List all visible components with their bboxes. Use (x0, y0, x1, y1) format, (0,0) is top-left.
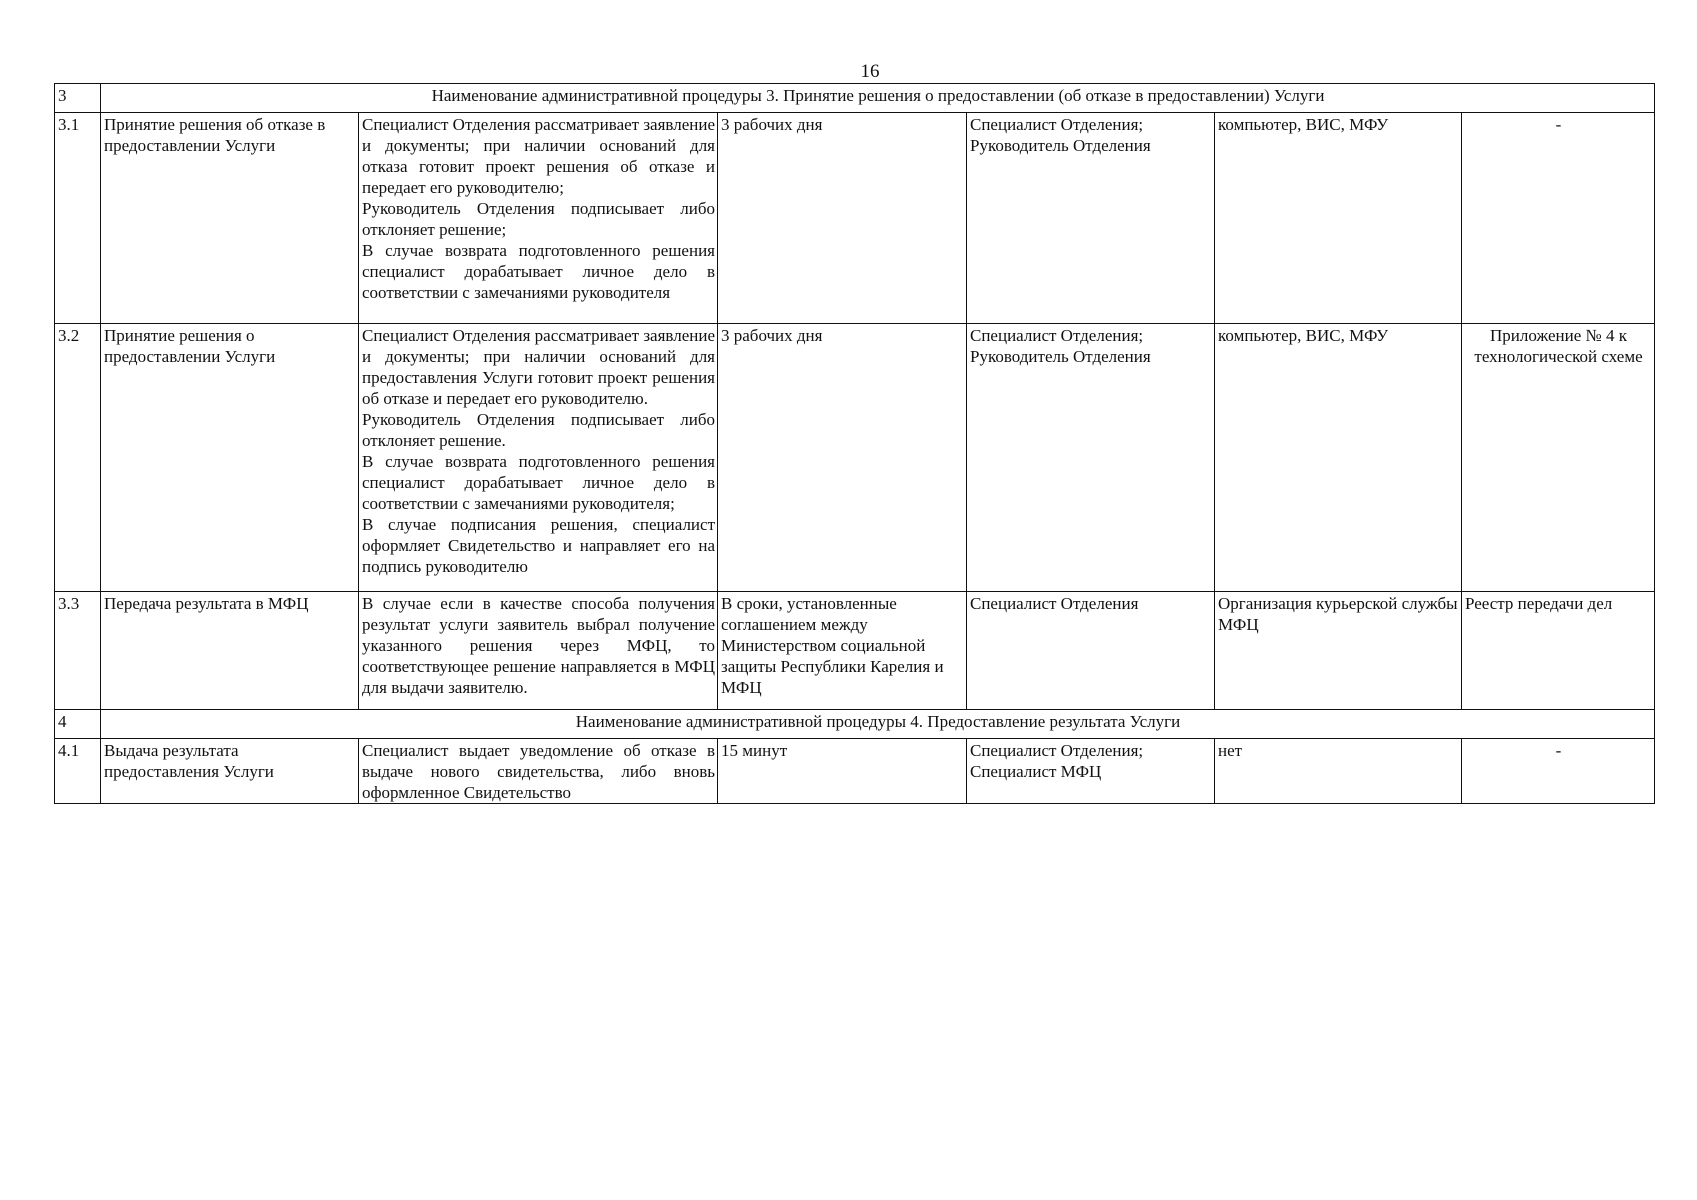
section-header-row (55, 84, 1655, 113)
row-number: 3.3 (55, 592, 101, 710)
executor: Специалист МФЦ (970, 762, 1102, 781)
procedure-resources: компьютер, ВИС, МФУ (1215, 324, 1462, 592)
procedure-content (359, 739, 718, 804)
procedure-term: 3 рабочих дня (718, 113, 967, 324)
procedures-table (54, 83, 1655, 804)
procedure-name: Выдача результата предоставления Услуги (101, 739, 359, 804)
section-number: 4 (55, 710, 101, 739)
content-paragraph: В случае возврата подготовленного решения специалист дорабатывает личное дело в соответствии с замечаниями руководителя (362, 241, 715, 302)
section-title: Наименование административной процедуры 4. Предоставление результата Услуги (101, 710, 1655, 739)
procedure-term: В сроки, установленные соглашением между Министерством социальной защиты Республики Карелия и МФЦ (718, 592, 967, 710)
content-paragraph: Специалист Отделения рассматривает заявление и документы; при наличии оснований для предоставления Услуги готовит проект решения об отказе и передает его руководителю. (362, 326, 715, 408)
procedure-name: Принятие решения об отказе в предоставлении Услуги (101, 113, 359, 324)
row-number: 3.1 (55, 113, 101, 324)
content-paragraph: Руководитель Отделения подписывает либо отклоняет решение; (362, 199, 715, 239)
procedure-content (359, 592, 718, 710)
procedure-content (359, 324, 718, 592)
procedure-content (359, 113, 718, 324)
executor: Специалист Отделения (970, 594, 1139, 613)
procedure-resources: нет (1215, 739, 1462, 804)
procedure-executors (967, 113, 1215, 324)
section-header-row (55, 710, 1655, 739)
table-row (55, 739, 1655, 804)
executor: Специалист Отделения; (970, 741, 1144, 760)
procedure-term: 15 минут (718, 739, 967, 804)
procedure-term: 3 рабочих дня (718, 324, 967, 592)
executor: Руководитель Отделения (970, 347, 1151, 366)
section-number: 3 (55, 84, 101, 113)
content-paragraph: В случае если в качестве способа получения результат услуги заявитель выбрал получение указанного решения через МФЦ, то соответствующее решение направляется в МФЦ для выдачи заявителю. (362, 594, 715, 697)
page-number: 16 (860, 61, 880, 82)
executor: Руководитель Отделения (970, 136, 1151, 155)
procedure-forms: - (1462, 113, 1655, 324)
row-number: 3.2 (55, 324, 101, 592)
content-paragraph: Специалист выдает уведомление об отказе в выдаче нового свидетельства, либо вновь оформленное Свидетельство (362, 741, 715, 802)
procedure-resources: компьютер, ВИС, МФУ (1215, 113, 1462, 324)
content-paragraph: В случае подписания решения, специалист оформляет Свидетельство и направляет его на подпись руководителю (362, 515, 715, 576)
procedure-name: Принятие решения о предоставлении Услуги (101, 324, 359, 592)
procedure-executors (967, 324, 1215, 592)
procedure-executors (967, 592, 1215, 710)
executor: Специалист Отделения; (970, 115, 1144, 134)
section-title: Наименование административной процедуры 3. Принятие решения о предоставлении (об отказе в предоставлении) Услуги (101, 84, 1655, 113)
executor: Специалист Отделения; (970, 326, 1144, 345)
content-paragraph: Руководитель Отделения подписывает либо отклоняет решение. (362, 410, 715, 450)
content-paragraph: Специалист Отделения рассматривает заявление и документы; при наличии оснований для отказа готовит проект решения об отказе и передает его руководителю; (362, 115, 715, 197)
table-row (55, 592, 1655, 710)
procedure-forms: - (1462, 739, 1655, 804)
content-paragraph: В случае возврата подготовленного решения специалист дорабатывает личное дело в соответствии с замечаниями руководителя; (362, 452, 715, 513)
procedure-resources: Организация курьерской службы МФЦ (1215, 592, 1462, 710)
procedure-forms: Приложение № 4 к технологической схеме (1462, 324, 1655, 592)
table-row (55, 324, 1655, 592)
table-row (55, 113, 1655, 324)
procedure-name: Передача результата в МФЦ (101, 592, 359, 710)
procedure-forms: Реестр передачи дел (1462, 592, 1655, 710)
procedure-executors (967, 739, 1215, 804)
row-number: 4.1 (55, 739, 101, 804)
